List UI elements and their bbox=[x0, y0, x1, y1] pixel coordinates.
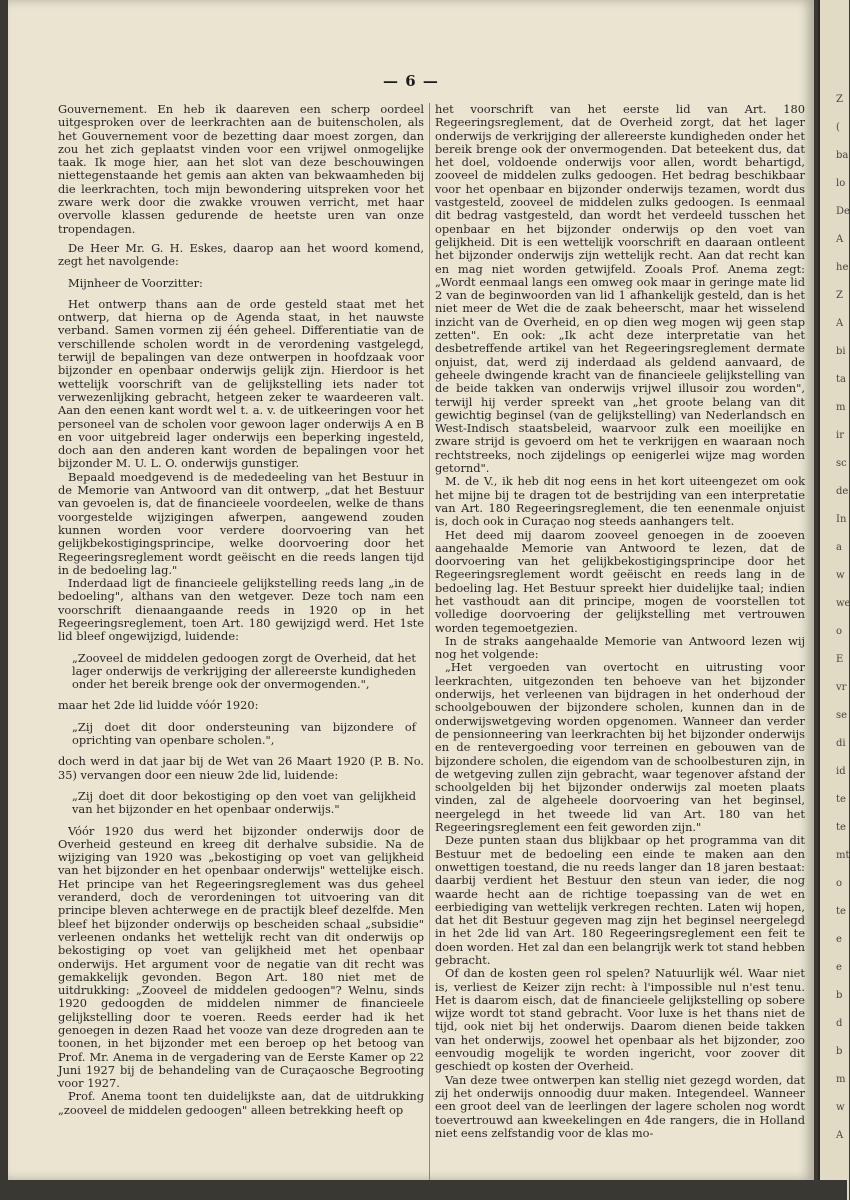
paragraph: het voorschrift van het eerste lid van Art. 180 Regeeringsreglement, dat de Overheid zorgt, dat het lager onderwijs de verkrijging der allereerste kundigheden onder het bereik brenge ook der onvermogenden. Dat beteekent dus, dat het doel, voldoende onderwijs voor allen, wordt behartigd, zooveel de middelen zulks gedoogen. Het bedrag beschikbaar voor het openbaar en bijzonder onderwijs tezamen, wordt dus vastgesteld, zooveel de middelen zulks gedoogen. Is eenmaal dit bedrag vastgesteld, dan wordt het verdeeld tusschen het openbaar en het bijzonder onderwijs op den voet van gelijkheid. Dit is een wettelijk voorschrift en daaraan ontleent het bijzonder onderwijs zijn wettelijk recht. Aan dat recht kan en mag niet worden getwijfeld. Zooals Prof. Anema zegt: „Wordt eenmaal langs een omweg ook maar in geringe mate lid 2 van de beginwoorden van lid 1 afhankelijk gesteld, dan is het niet meer de Wet die de zaak beheerscht, maar het wisselend inzicht van de Overheid, en op dien weg mogen wij geen stap zetten". En ook: „Ik acht deze interpretatie van het desbetreffende artikel van het Regeeringsreglement dermate onjuist, dat, werd zij inderdaad als geldend aanvaard, de geheele dwingende kracht van de financieele gelijkstelling van de beide takken van onderwijs vrijwel illusoir zou worden", terwijl hij verder spreekt van „het groote belang van dit gewichtig beginsel (van de gelijkstelling) van Nederlandsch en West-Indisch staatsbeleid, waarvoor zulk een moeilijke en zware strijd is gevoerd om het te verkrijgen en waaraan noch rechtstreeks, noch zijdelings op eenigerlei wijze mag worden getornd". bbox=[435, 102, 805, 476]
paragraph: Van deze twee ontwerpen kan stellig niet gezegd worden, dat zij het onderwijs onnoodig duur maken. Integendeel. Wanneer een groot deel van de leerlingen der lagere scholen nog wordt toevertrouwd aan kweekelingen en 4de rangers, die in Holland niet eens zelfstandig voor de klas mo- bbox=[435, 1072, 805, 1140]
edge-fragment: w bbox=[836, 570, 845, 581]
edge-fragment: e bbox=[836, 934, 842, 945]
paragraph: Prof. Anema toont ten duidelijkste aan, dat de uitdrukking „zooveel de middelen gedoogen" alleen betrekking heeft op bbox=[58, 1089, 424, 1117]
left-column bbox=[58, 103, 424, 1183]
edge-fragment: b bbox=[836, 990, 843, 1001]
page-number: — 6 — bbox=[383, 72, 439, 90]
edge-fragment: d bbox=[836, 1018, 843, 1029]
edge-fragment: ir bbox=[836, 430, 844, 441]
paragraph: Of dan de kosten geen rol spelen? Natuurlijk wél. Waar niet is, verliest de Keizer zijn recht: à l'impossible nul n'est tenu. Het is daarom eisch, dat de financieele gelijkstelling op sobere wijze wordt tot stand gebracht. Voor luxe is het thans niet de tijd, ook niet bij het onderwijs. Daarom dienen beide takken van het onderwijs, zoowel het openbaar als het bijzonder, zoo eenvoudig mogelijk te worden ingericht, voor zoover dit geschiedt op kosten der Overheid. bbox=[435, 966, 805, 1074]
edge-fragment: w bbox=[836, 1102, 845, 1113]
edge-fragment: sc bbox=[836, 458, 847, 469]
edge-fragment: De bbox=[836, 206, 850, 217]
paragraph: „Zij doet dit door ondersteuning van bijzondere of oprichting van openbare scholen.", bbox=[72, 719, 416, 748]
edge-fragment: se bbox=[836, 710, 848, 721]
paragraph: Gouvernement. En heb ik daareven een scherp oordeel uitgesproken over de leerkrachten aan de buitenscholen, als het Gouvernement voor de bezetting daar moest zorgen, dan zou het zich geplaatst vinden voor een vrijwel onmogelijke taak. Ik moge hier, aan het slot van deze beschouwingen niettegenstaande het gemis aan akten van bekwaamheden bij die leerkrachten, toch mijn bewondering uitspreken voor het zware werk door die zwakke vrouwen verricht, met haar overvolle klassen gedurende de heetste uren van onze tropendagen. bbox=[58, 102, 424, 236]
paragraph: „Zooveel de middelen gedoogen zorgt de Overheid, dat het lager onderwijs de verkrijging der allereerste kundigheden onder het bereik brenge ook der onvermogenden.", bbox=[72, 650, 416, 692]
paragraph: Deze punten staan dus blijkbaar op het programma van dit Bestuur met de bedoeling een einde te maken aan den onwettigen toestand, die nu reeds langer dan 18 jaren bestaat: daarbij verdient het Bestuur den steun van ieder, die nog waarde hecht aan de richtige toepassing van de wet en eerbiediging van wettelijk verkregen rechten. Laten wij hopen, dat het dit Bestuur gegeven mag zijn het beginsel neergelegd in het 2de lid van Art. 180 Regeeringsreglement een feit te doen worden. Het zal dan een belangrijk werk tot stand hebben gebracht. bbox=[435, 833, 805, 967]
adjacent-page-edge bbox=[818, 0, 849, 1200]
edge-fragment: A bbox=[836, 1130, 844, 1141]
edge-fragment: ta bbox=[836, 374, 846, 385]
edge-fragment: vr bbox=[836, 682, 847, 693]
paragraph: Inderdaad ligt de financieele gelijkstelling reeds lang „in de bedoeling", althans van den wetgever. Deze toch nam een voorschrift dienaangaande reeds in 1920 op in het Regeeringsreglement, toen Art. 180 gewijzigd werd. Het 1ste lid bleef ongewijzigd, luidende: bbox=[58, 576, 424, 644]
paragraph: Bepaald moedgevend is de mededeeling van het Bestuur in de Memorie van Antwoord van dit ontwerp, „dat het Bestuur van gevoelen is, dat de financieele voordeelen, welke de thans voorgestelde wijzigingen afwerpen, aangewend zouden kunnen worden voor verdere doorvoering van het gelijkbekostigingsprincipe, welke doorvoering door het Regeeringsreglement wordt geëischt en die reeds langen tijd in de bedoeling lag." bbox=[58, 469, 424, 577]
edge-fragment: de bbox=[836, 486, 849, 497]
edge-fragment: ba bbox=[836, 150, 849, 161]
edge-fragment: Z bbox=[836, 290, 843, 301]
edge-fragment: mt bbox=[836, 850, 850, 861]
paragraph: maar het 2de lid luidde vóór 1920: bbox=[58, 698, 259, 713]
edge-fragment: di bbox=[836, 738, 846, 749]
edge-fragment: id bbox=[836, 766, 846, 777]
edge-fragment: In bbox=[836, 514, 847, 525]
edge-fragment: lo bbox=[836, 178, 846, 189]
paragraph: „Zij doet dit door bekostiging op den voet van gelijkheid van het bijzonder en het openbaar onderwijs." bbox=[72, 788, 416, 817]
paragraph: „Het vergoeden van overtocht en uitrusting voor leerkrachten, uitgezonden ten behoeve van het bijzonder onderwijs, het verleenen van bijdragen in het onderhoud der schoolgebouwen der bijzondere scholen, kunnen dan in de onderwijswetgeving worden opgenomen. Wanneer dan verder de pensionneering van leerkrachten bij het bijzonder onderwijs en de rentevergoeding voor terreinen en gebouwen van de bijzondere scholen, die eigendom van de schoolbesturen zijn, in de wetgeving zullen zijn gebracht, waar tegenover afstand der schoolgelden bij het bijzonder onderwijs zal moeten plaats vinden, zal de algeheele doorvoering van het beginsel, neergelegd in het tweede lid van Art. 180 van het Regeeringsreglement een feit geworden zijn." bbox=[435, 660, 805, 835]
edge-fragment: te bbox=[836, 906, 846, 917]
edge-fragment: te bbox=[836, 794, 846, 805]
edge-fragment: b bbox=[836, 1046, 843, 1057]
paragraph: Het ontwerp thans aan de orde gesteld staat met het ontwerp, dat hierna op de Agenda staat, in het nauwste verband. Samen vormen zij één geheel. Differentiatie van de verschillende scholen wordt in de verordening vastgelegd, terwijl de bepalingen van deze ontwerpen in hoofdzaak voor bijzonder en openbaar onderwijs gelijk zijn. Hierdoor is het wettelijk voorschrift van de gelijkstelling iets nader tot verwezenlijking gebracht, hetgeen zeker te waardeeren valt. Aan den eenen kant wordt wel t. a. v. de uitkeeringen voor het personeel van de scholen voor gewoon lager onderwijs A en B en voor uitgebreid lager onderwijs een beperking ingesteld, doch aan den anderen kant worden de bepalingen voor het bijzonder M. U. L. O. onderwijs gunstiger. bbox=[58, 296, 424, 471]
edge-fragment: o bbox=[836, 626, 843, 637]
column-divider bbox=[429, 103, 430, 1183]
paragraph: Mijnheer de Voorzitter: bbox=[68, 275, 203, 290]
paragraph: Vóór 1920 dus werd het bijzonder onderwijs door de Overheid gesteund en kreeg dit derhalve subsidie. Na de wijziging van 1920 was „bekostiging op voet van gelijkheid van het bijzonder en het openbaar onderwijs" wettelijke eisch. Het principe van het Regeeringsreglement was dus geheel veranderd, doch de verordeningen tot uitvoering van dit principe bleven achterwege en de practijk bleef dezelfde. Men bleef het bijzonder onderwijs op bescheiden schaal „subsidie" verleenen ondanks het wettelijk recht van dit onderwijs op bekostiging op voet van gelijkheid met het openbaar onderwijs. Het argument voor de negatie van dit recht was gemakkelijk gevonden. Begon Art. 180 niet met de uitdrukking: „Zooveel de middelen gedoogen"? Welnu, sinds 1920 gedoogden de middelen nimmer de financieele gelijkstelling door te voeren. Reeds eerder had ik het genoegen in dezen Raad het vooze van deze drogreden aan te toonen, in het bijzonder met een beroep op het betoog van Prof. Mr. Anema in de vergadering van de Eerste Kamer op 22 Juni 1927 bij de behandeling van de Curaçaosche Begrooting voor 1927. bbox=[58, 823, 424, 1091]
paragraph: Het deed mij daarom zooveel genoegen in de zooeven aangehaalde Memorie van Antwoord te lezen, dat de doorvoering van het gelijkbekostigingsprincipe door het Regeeringsreglement wordt geëischt en reeds lang in de bedoeling lag. Het Bestuur spreekt hier duidelijke taal; indien het vasthoudt aan dit principe, mogen de voorstellen tot volledige doorvoering der gelijkstelling met vertrouwen worden tegemoetgezien. bbox=[435, 527, 805, 635]
edge-fragment: a bbox=[836, 542, 842, 553]
edge-fragment: we bbox=[836, 598, 850, 609]
edge-fragment: e bbox=[836, 962, 842, 973]
edge-fragment: A bbox=[836, 318, 844, 329]
edge-fragment: E bbox=[836, 654, 844, 665]
paragraph: In de straks aangehaalde Memorie van Antwoord lezen wij nog het volgende: bbox=[435, 633, 805, 662]
edge-fragment: o bbox=[836, 878, 843, 889]
edge-fragment: A bbox=[836, 234, 844, 245]
right-column bbox=[435, 103, 805, 1183]
edge-fragment: te bbox=[836, 822, 846, 833]
edge-fragment: Z bbox=[836, 94, 843, 105]
edge-fragment: m bbox=[836, 402, 846, 413]
edge-fragment: bi bbox=[836, 346, 846, 357]
document-page bbox=[8, 0, 814, 1180]
scan-bottom-edge bbox=[0, 1180, 847, 1200]
edge-fragment: ( bbox=[836, 122, 840, 133]
edge-fragment: he bbox=[836, 262, 849, 273]
paragraph: De Heer Mr. G. H. Eskes, daarop aan het woord komend, zegt het navolgende: bbox=[58, 240, 424, 269]
edge-fragment: m bbox=[836, 1074, 846, 1085]
paragraph: M. de V., ik heb dit nog eens in het kort uiteengezet om ook het mijne bij te dragen tot de bestrijding van een interpretatie van Art. 180 Regeeringsreglement, die ten eenenmale onjuist is, doch ook in Curaçao nog steeds aanhangers telt. bbox=[435, 474, 805, 529]
paragraph: doch werd in dat jaar bij de Wet van 26 Maart 1920 (P. B. No. 35) vervangen door een nieuw 2de lid, luidende: bbox=[58, 754, 424, 782]
